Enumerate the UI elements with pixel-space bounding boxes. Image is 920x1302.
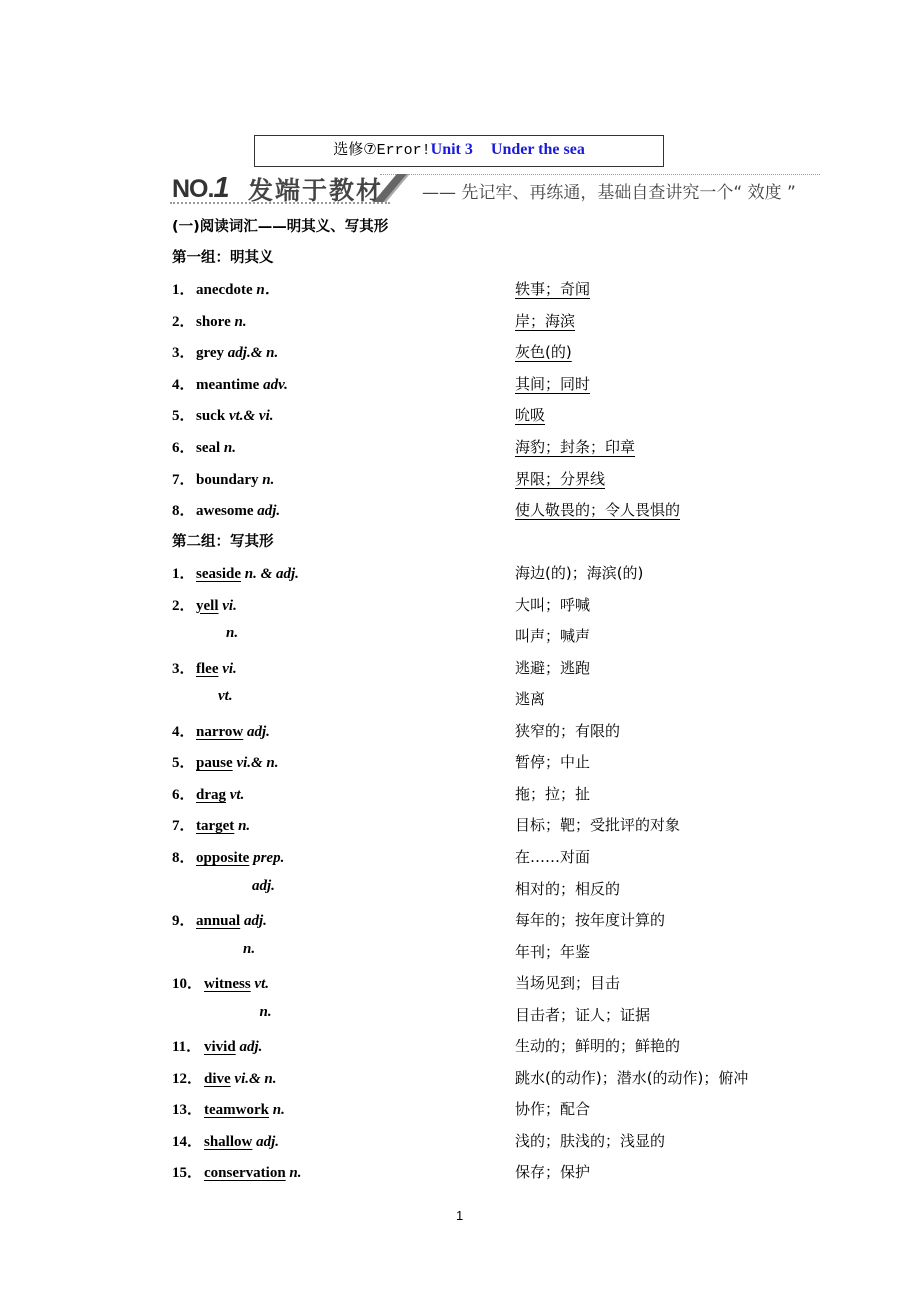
item-number: 8． — [172, 503, 195, 520]
part-of-speech: vt. — [229, 786, 245, 803]
item-number: 10． — [172, 976, 203, 993]
vocab-word: boundary — [196, 471, 259, 488]
unit-title-box — [254, 135, 664, 167]
definition: 逃避；逃跑 — [515, 658, 591, 677]
part-of-speech: vi.& n. — [236, 755, 279, 772]
vocab-row — [172, 846, 284, 867]
part-of-speech: n. — [234, 313, 247, 330]
vocab-row — [172, 468, 274, 489]
section-banner — [170, 170, 820, 206]
banner-tagline: —— 先记牢、再练通，基础自查讲究一个“ 效度 ” — [422, 183, 796, 203]
vocab-row — [172, 499, 280, 520]
item-number: 4． — [172, 376, 195, 393]
vocab-word: teamwork — [204, 1102, 269, 1119]
vocab-word: yell — [196, 597, 219, 614]
vocab-row — [172, 278, 280, 299]
item-number: 15． — [172, 1165, 203, 1182]
definition: 海豹；封条；印章 — [515, 438, 636, 456]
part-of-speech: adj. — [239, 1039, 263, 1056]
item-number: 9． — [172, 913, 195, 930]
item-number: 8． — [172, 849, 195, 866]
part-of-speech: adj. — [252, 877, 275, 894]
definition: 其间；同时 — [515, 374, 591, 393]
vocab-row — [172, 1130, 279, 1151]
definition: 吮吸 — [515, 406, 546, 425]
definition: 协作；配合 — [515, 1100, 591, 1119]
vocab-word: anecdote — [196, 282, 253, 298]
part-of-speech: n. — [243, 940, 256, 957]
vocab-word: annual — [196, 913, 241, 930]
vocab-word: shallow — [204, 1133, 253, 1150]
item-number: 3． — [172, 345, 195, 362]
item-number: 14． — [172, 1133, 203, 1150]
part-of-speech: adj. — [246, 723, 270, 740]
vocab-row — [172, 909, 267, 930]
item-number: 6． — [172, 440, 195, 456]
vocab-word: target — [196, 818, 235, 835]
part-of-speech: adj. — [257, 503, 281, 520]
definition: 海边(的)；海滨(的) — [515, 564, 644, 582]
part-of-speech: n. — [289, 1165, 302, 1182]
vocab-row — [172, 310, 247, 331]
part-of-speech: vt. — [254, 976, 269, 993]
item-number: 7． — [172, 471, 195, 488]
vocab-row — [172, 720, 270, 741]
item-number: 11． — [172, 1039, 202, 1056]
vocab-row — [172, 688, 233, 705]
definition: 大叫；呼喊 — [515, 595, 591, 614]
vocab-row — [172, 341, 278, 362]
vocab-word: conservation — [204, 1165, 286, 1182]
part-of-speech: n. — [238, 818, 251, 835]
vocab-row — [172, 1067, 277, 1088]
vocab-word: awesome — [196, 503, 254, 520]
banner-headline: 发端于教材 — [248, 176, 384, 205]
item-number: 1． — [172, 282, 195, 298]
definition: 目标；靶；受批评的对象 — [515, 816, 681, 835]
vocab-row — [172, 404, 274, 425]
banner-divider-top — [380, 174, 820, 175]
part-of-speech: vi.& n. — [234, 1070, 277, 1087]
item-number: 5． — [172, 408, 195, 425]
vocab-row — [172, 625, 238, 642]
item-number: 1． — [172, 566, 195, 582]
vocab-word: dive — [204, 1070, 231, 1087]
vocab-word: opposite — [196, 849, 250, 866]
item-number: 7． — [172, 818, 195, 835]
definition: 界限；分界线 — [515, 469, 606, 488]
item-number: 3． — [172, 660, 195, 677]
unit-number: Unit 3 — [430, 141, 473, 158]
item-number: 12． — [172, 1070, 203, 1087]
item-number: 2． — [172, 313, 195, 330]
definition: 当场见到；目击 — [515, 974, 621, 993]
definition: 目击者；证人；证据 — [515, 1005, 651, 1024]
vocab-row — [172, 657, 237, 678]
definition: 灰色(的) — [515, 343, 572, 362]
part-of-speech: n. — [259, 1003, 272, 1020]
part-of-speech: adv. — [263, 376, 288, 393]
volume-label: 选修⑦ — [333, 140, 377, 158]
vocab-row — [172, 1004, 272, 1021]
definition: 跳水(的动作)；潜水(的动作)；俯冲 — [515, 1068, 749, 1087]
part-of-speech: adj. — [243, 913, 267, 930]
vocab-word: flee — [196, 660, 219, 677]
vocab-word: seaside — [196, 566, 241, 582]
item-number: 4． — [172, 723, 195, 740]
vocab-word: grey — [196, 345, 225, 362]
definition: 暂停；中止 — [515, 753, 591, 772]
definition: 岸；海滨 — [515, 311, 576, 330]
vocab-row — [172, 751, 279, 772]
part-of-speech: n． — [256, 282, 280, 298]
vocab-row — [172, 594, 237, 615]
item-number: 6． — [172, 786, 195, 803]
vocab-word: vivid — [204, 1039, 236, 1056]
vocab-row — [172, 436, 236, 457]
part-of-speech: n. — [226, 625, 239, 642]
definition: 叫声；喊声 — [515, 627, 591, 646]
definition: 浅的；肤浅的；浅显的 — [515, 1131, 666, 1150]
part-of-speech: adj. — [256, 1133, 280, 1150]
unit-title: Under the sea — [490, 141, 585, 158]
part-of-speech: n. — [223, 440, 237, 456]
part-of-speech: vt.& vi. — [228, 408, 274, 425]
definition: 相对的；相反的 — [515, 879, 621, 898]
definition: 生动的；鲜明的；鲜艳的 — [515, 1037, 681, 1056]
part-of-speech: n. — [262, 471, 275, 488]
vocab-word: seal — [196, 440, 221, 456]
part-of-speech: vi. — [222, 597, 237, 614]
vocab-row — [172, 941, 255, 958]
group2-title: 第二组：写其形 — [172, 534, 274, 550]
vocab-word: meantime — [196, 376, 260, 393]
part-of-speech: vi. — [222, 660, 237, 677]
part-of-speech: prep. — [253, 849, 285, 866]
vocab-word: shore — [196, 313, 231, 330]
definition: 轶事；奇闻 — [515, 280, 591, 298]
definition: 在……对面 — [515, 847, 591, 866]
vocab-row — [172, 972, 269, 993]
definition: 使人敬畏的；令人畏惧的 — [515, 501, 681, 520]
part-of-speech: adj.& n. — [227, 345, 279, 362]
vocab-row — [172, 878, 275, 895]
definition: 狭窄的；有限的 — [515, 721, 621, 740]
vocab-word: suck — [196, 408, 226, 425]
group1-title: 第一组：明其义 — [172, 250, 274, 266]
part-of-speech: n. — [272, 1102, 285, 1119]
definition: 每年的；按年度计算的 — [515, 911, 666, 930]
item-number: 5． — [172, 755, 195, 772]
vocab-row — [172, 373, 288, 394]
part-of-speech: vt. — [218, 688, 233, 705]
definition: 年刊；年鉴 — [515, 942, 591, 961]
definition: 保存；保护 — [515, 1163, 591, 1182]
part-of-speech: n. & adj. — [244, 566, 299, 582]
vocab-row — [172, 1035, 262, 1056]
vocab-row — [172, 783, 244, 804]
definition: 拖；拉；扯 — [515, 784, 591, 803]
definition: 逃离 — [515, 690, 546, 709]
section-heading: (一)阅读词汇——明其义、写其形 — [172, 219, 389, 235]
vocab-row — [172, 1161, 302, 1182]
banner-number: NO.1 — [172, 172, 229, 204]
vocab-word: pause — [196, 755, 233, 772]
vocab-row — [172, 1098, 285, 1119]
vocab-word: witness — [204, 976, 251, 993]
vocab-row — [172, 814, 250, 835]
page-number: 1 — [456, 1208, 464, 1223]
vocab-row — [172, 562, 299, 583]
vocab-word: drag — [196, 786, 226, 803]
item-number: 13． — [172, 1102, 203, 1119]
field-error-text: Error! — [376, 142, 431, 159]
vocab-word: narrow — [196, 723, 244, 740]
item-number: 2． — [172, 597, 195, 614]
